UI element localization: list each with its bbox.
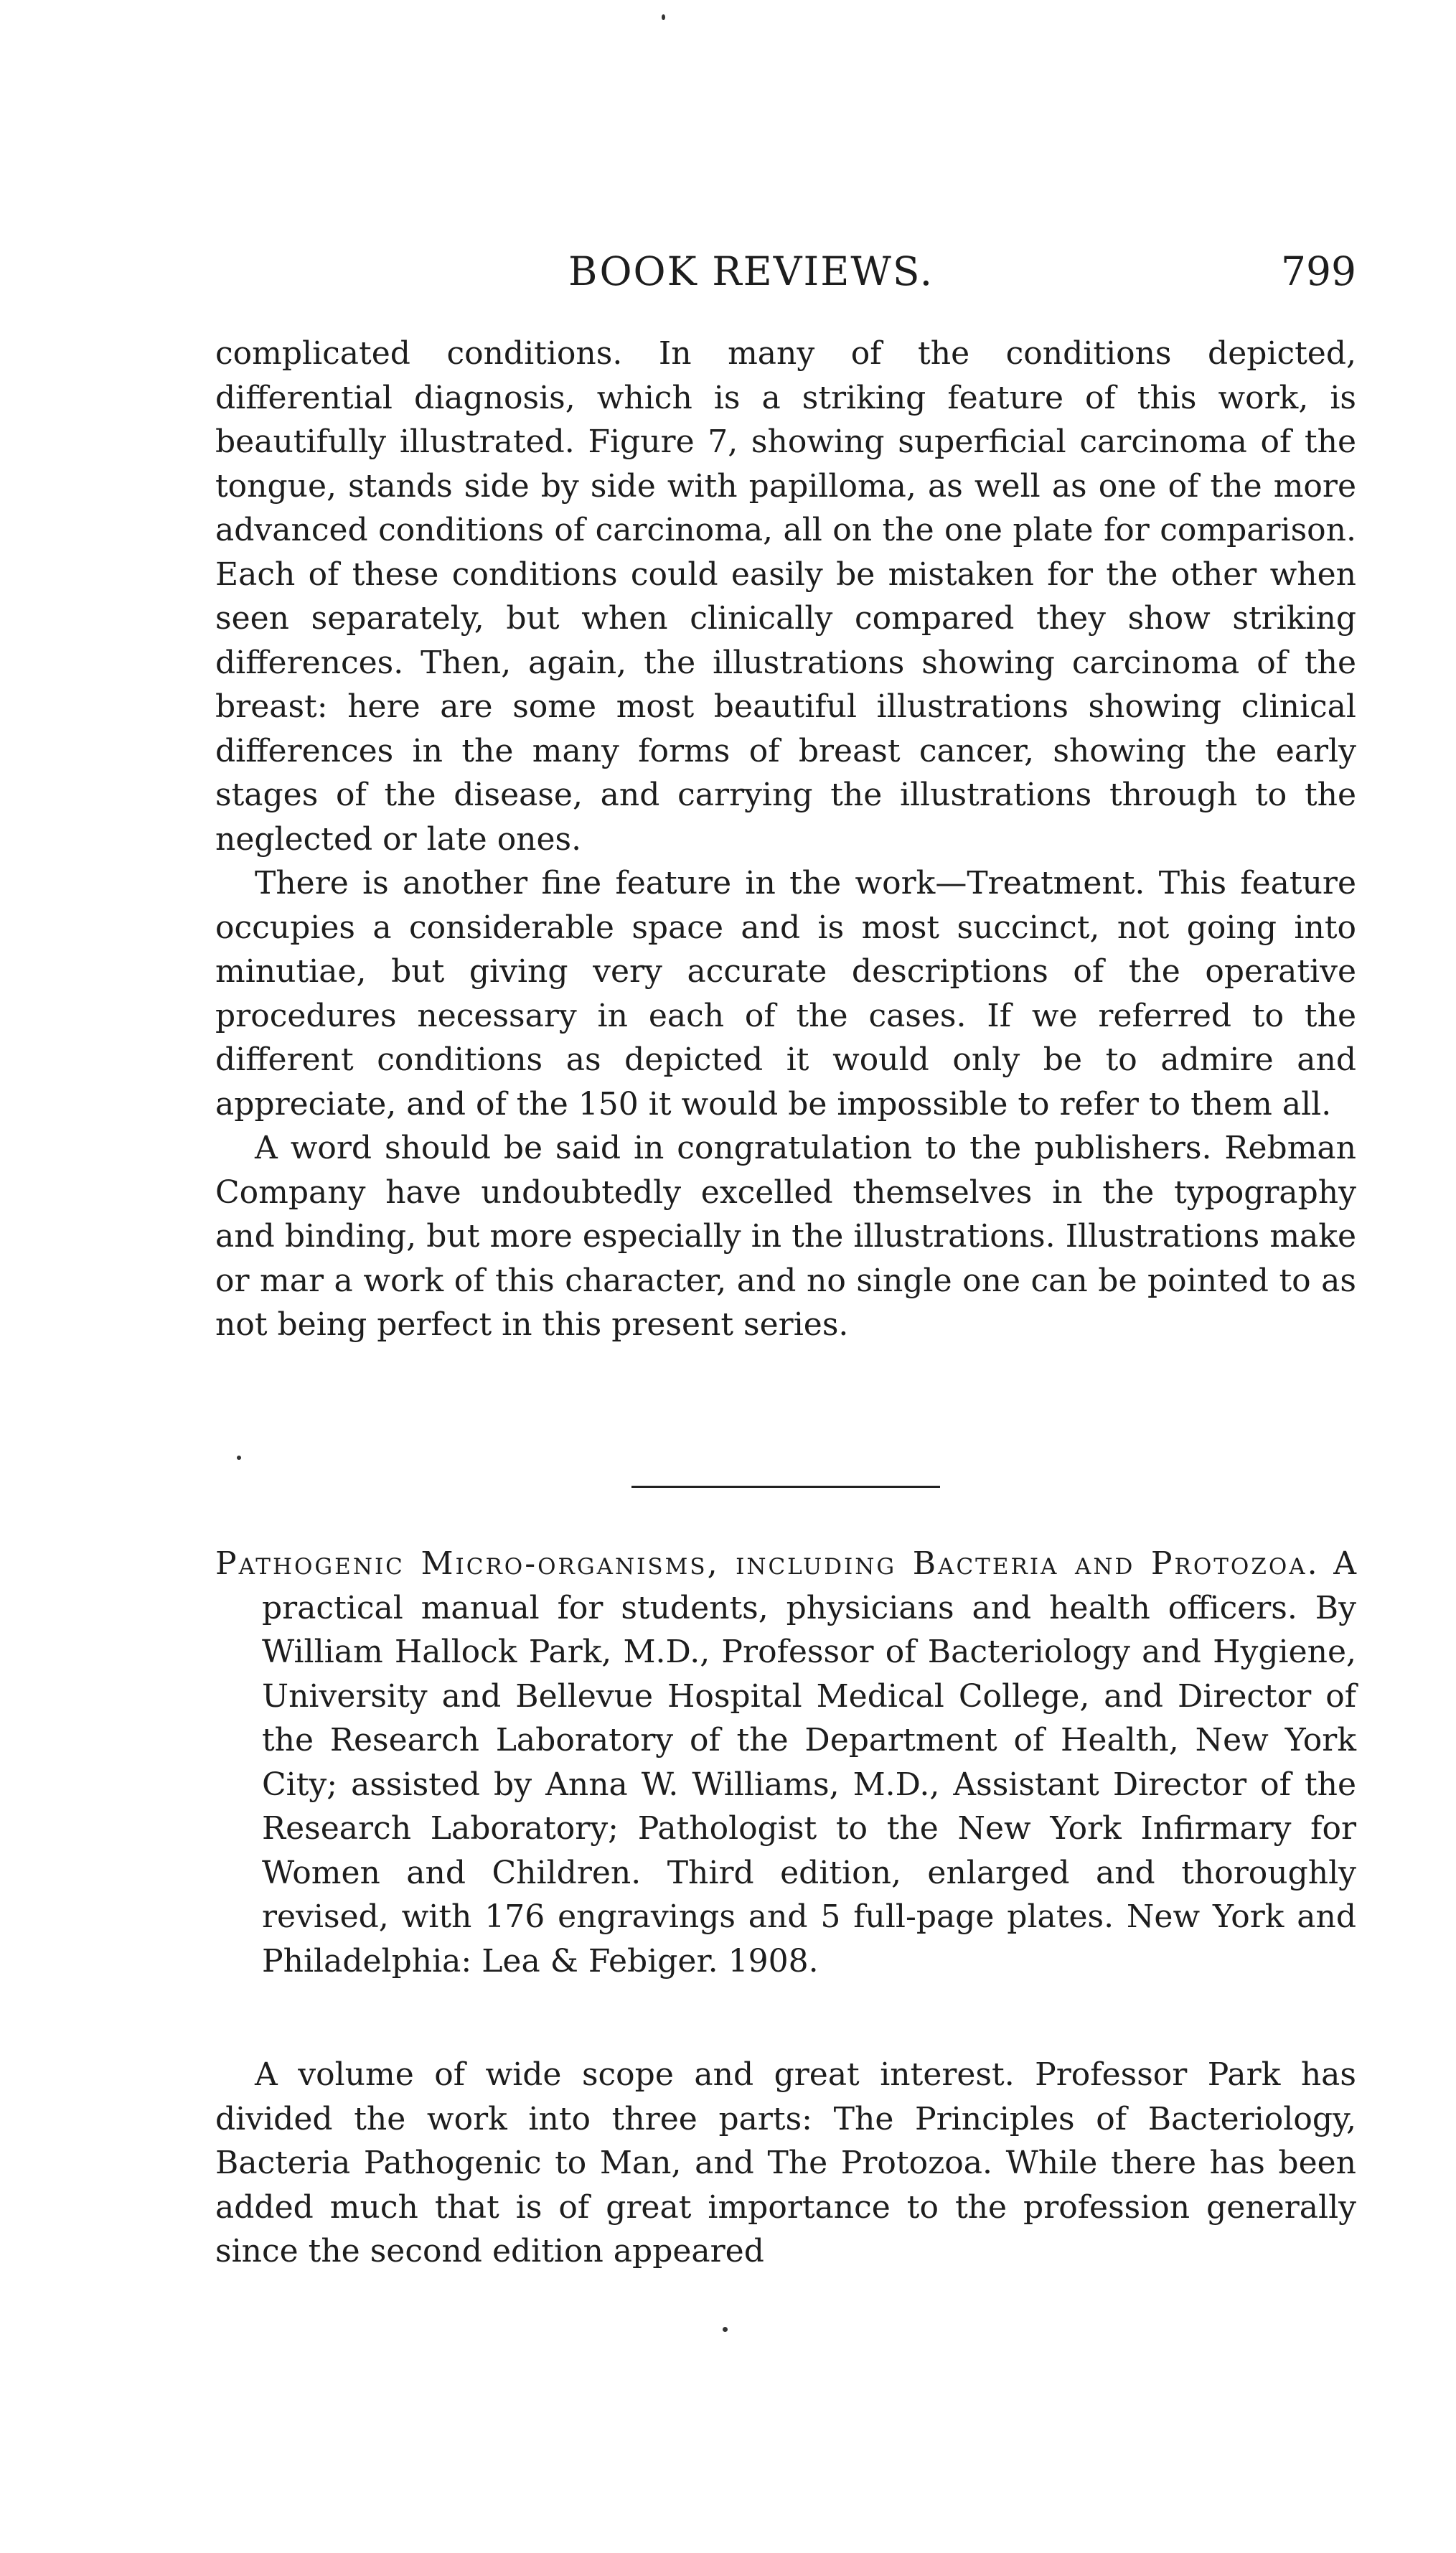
- review-1-paragraph: complicated conditions. In many of the conditions depicted, differential diagnosis, which is a striking feature of this work, is beautifully illustrated. Figure 7, showing superficial carcinoma of the tongue, stands side by side with papilloma, as well as one of the more advanced conditions of carcinoma, all on the one plate for comparison. Each of these conditions could easily be mistaken for the other when seen separately, but when clinically compared they show striking differences. Then, again, the illustrations showing carcinoma of the breast: here are some most beautiful illustrations showing clinical differences in the many forms of breast cancer, showing the early stages of the disease, and carrying the illustrations through to the neglected or late ones.: [215, 335, 1356, 858]
- page-number: 799: [1281, 248, 1356, 294]
- page-header: [215, 243, 1356, 300]
- print-speck: [723, 2327, 728, 2332]
- print-speck: [662, 14, 665, 20]
- review-2-citation-block: [215, 1542, 1356, 1983]
- review-2-title: Pathogenic Micro-organisms, including Bacteria and Protozoa.: [215, 1545, 1320, 1582]
- review-1-paragraph: A word should be said in congratulation to the publishers. Rebman Company have undoubtedly excelled themselves in the typography and binding, but more especially in the illustrations. Illustrations make or mar a work of this character, and no single one can be pointed to as not being perfect in this present series.: [215, 1130, 1356, 1343]
- review-1-body: [215, 332, 1356, 1347]
- section-divider: [631, 1486, 940, 1488]
- review-2-body: [215, 2053, 1356, 2274]
- review-1-paragraph: There is another fine feature in the work—Treatment. This feature occupies a considerable space and is most succinct, not going into minutiae, but giving very accurate descriptions of the operative procedures necessary in each of the cases. If we referred to the different conditions as depicted it would only be to admire and appreciate, and of the 150 it would be impossible to refer to them all.: [215, 865, 1356, 1123]
- running-head: BOOK REVIEWS.: [568, 248, 934, 294]
- review-2-citation: A practical manual for students, physicians and health officers. By William Hallock Park, M.D., Professor of Bacteriology and Hygiene, University and Bellevue Hospital Medical College, and Director of the Research Laboratory of the Department of Health, New York City; assisted by Anna W. Williams, M.D., Assistant Director of the Research Laboratory; Pathologist to the New York Infirmary for Women and Children. Third edition, enlarged and thoroughly revised, with 176 engravings and 5 full-page plates. New York and Philadelphia: Lea & Febiger. 1908.: [262, 1545, 1356, 1980]
- review-2-paragraph: A volume of wide scope and great interest. Professor Park has divided the work into three parts: The Principles of Bacteriology, Bacteria Pathogenic to Man, and The Protozoa. While there has been added much that is of great importance to the profession generally since the second edition appeared: [215, 2056, 1356, 2269]
- print-speck: [237, 1456, 241, 1460]
